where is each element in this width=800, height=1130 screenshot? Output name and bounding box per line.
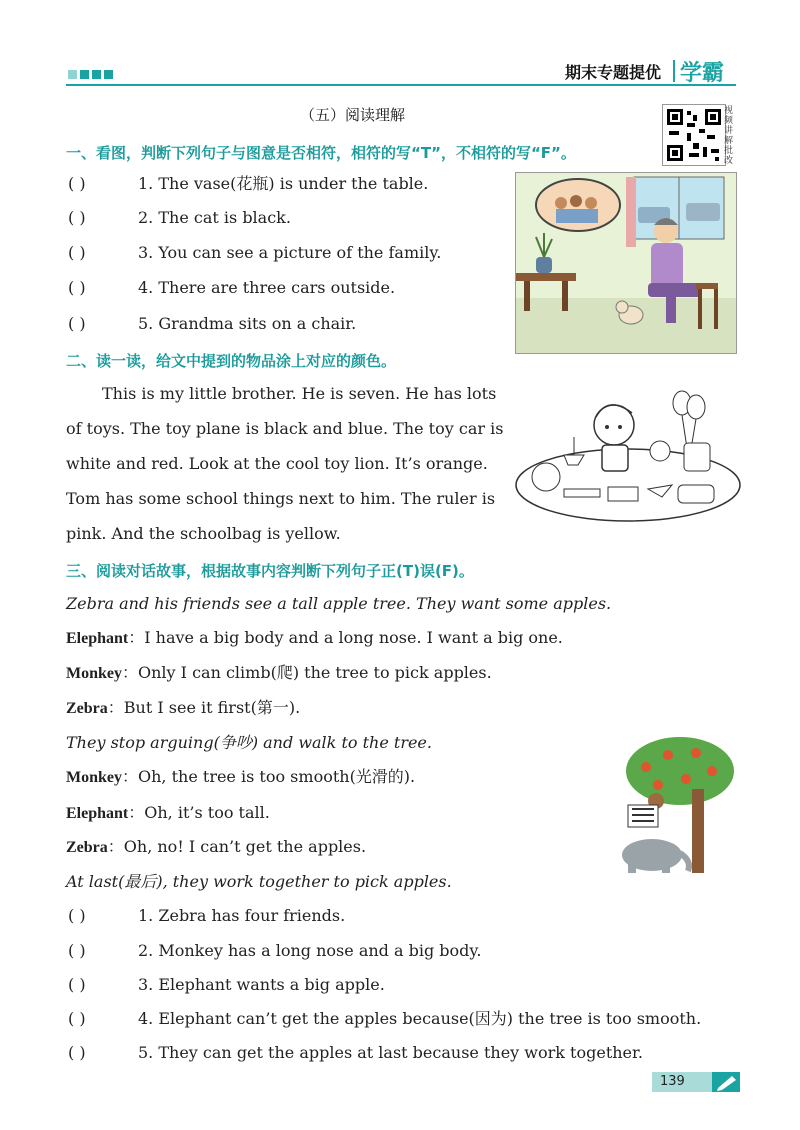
part3-item [68, 1009, 701, 1029]
part1-item [68, 174, 428, 194]
item-text: 1. The vase(花瓶) is under the table. [138, 174, 429, 193]
header-rule [66, 84, 736, 86]
pencil-icon [712, 1072, 740, 1092]
passage-line: This is my little brother. He is seven. He has lots [102, 384, 497, 403]
speaker-name: Elephant [66, 630, 129, 647]
part3-item [68, 975, 385, 995]
qr-code-icon[interactable] [662, 104, 726, 166]
story-narration: Zebra and his friends see a tall apple tree. They want some apples. [66, 594, 612, 613]
qr-label: 视频讲解批改 [724, 106, 734, 166]
item-text: 5. They can get the apples at last because they work together. [138, 1043, 643, 1062]
story-dialogue [66, 698, 300, 719]
answer-blank[interactable]: ( ) [68, 975, 86, 994]
grandma-room-illustration [515, 172, 737, 354]
header-decoration [68, 70, 113, 79]
story-dialogue [66, 767, 415, 788]
section-title: （五）阅读理解 [300, 106, 406, 124]
dialogue-text: ：But I see it first(第一). [107, 698, 301, 717]
brand-logo: 学霸 [680, 61, 725, 86]
story-narration: At last(最后), they work together to pick apples. [66, 872, 452, 891]
answer-blank[interactable]: ( ) [68, 906, 86, 925]
item-text: 3. Elephant wants a big apple. [138, 975, 385, 994]
speaker-name: Zebra [66, 839, 108, 856]
story-dialogue [66, 803, 270, 824]
apple-tree-animals-illustration [616, 735, 742, 875]
story-dialogue [66, 628, 563, 649]
header-separator [673, 60, 675, 82]
part3-heading: 三、阅读对话故事，根据故事内容判断下列句子正(T)误(F)。 [66, 562, 474, 580]
boy-toys-illustration [512, 385, 744, 525]
page-number: 139 [660, 1074, 685, 1089]
story-dialogue [66, 663, 492, 684]
passage-line: of toys. The toy plane is black and blue. The toy car is [66, 419, 504, 438]
story-dialogue [66, 837, 366, 858]
answer-blank[interactable]: ( ) [68, 243, 86, 262]
answer-blank[interactable]: ( ) [68, 941, 86, 960]
item-text: 2. Monkey has a long nose and a big body. [138, 941, 482, 960]
answer-blank[interactable]: ( ) [68, 174, 86, 193]
part3-item [68, 906, 345, 926]
part2-heading: 二、读一读，给文中提到的物品涂上对应的颜色。 [66, 352, 397, 370]
speaker-name: Elephant [66, 805, 129, 822]
answer-blank[interactable]: ( ) [68, 1043, 86, 1062]
part3-item [68, 1043, 643, 1063]
part1-item [68, 314, 356, 334]
item-text: 3. You can see a picture of the family. [138, 243, 442, 262]
speaker-name: Monkey [66, 769, 122, 786]
answer-blank[interactable]: ( ) [68, 278, 86, 297]
part1-item [68, 243, 441, 263]
item-text: 4. There are three cars outside. [138, 278, 396, 297]
passage-line: Tom has some school things next to him. The ruler is [66, 489, 496, 508]
part1-item [68, 208, 291, 228]
answer-blank[interactable]: ( ) [68, 314, 86, 333]
answer-blank[interactable]: ( ) [68, 208, 86, 227]
speaker-name: Monkey [66, 665, 122, 682]
passage-line: pink. And the schoolbag is yellow. [66, 524, 341, 543]
part1-item [68, 278, 395, 298]
item-text: 4. Elephant can’t get the apples because(因为) the tree is too smooth. [138, 1009, 702, 1028]
answer-blank[interactable]: ( ) [68, 1009, 86, 1028]
dialogue-text: ：Only I can climb(爬) the tree to pick apples. [122, 663, 492, 682]
dialogue-text: ：Oh, it’s too tall. [128, 803, 270, 822]
story-narration: They stop arguing(争吵) and walk to the tree. [66, 733, 432, 752]
header-title: 期末专题提优 [565, 63, 662, 82]
part3-item [68, 941, 481, 961]
speaker-name: Zebra [66, 700, 108, 717]
item-text: 5. Grandma sits on a chair. [138, 314, 357, 333]
item-text: 2. The cat is black. [138, 208, 291, 227]
dialogue-text: ：Oh, the tree is too smooth(光滑的). [122, 767, 416, 786]
passage-line: white and red. Look at the cool toy lion. It’s orange. [66, 454, 488, 473]
part1-heading: 一、看图，判断下列句子与图意是否相符，相符的写“T”，不相符的写“F”。 [66, 144, 576, 162]
dialogue-text: ：Oh, no! I can’t get the apples. [107, 837, 367, 856]
item-text: 1. Zebra has four friends. [138, 906, 346, 925]
dialogue-text: ：I have a big body and a long nose. I want a big one. [128, 628, 563, 647]
